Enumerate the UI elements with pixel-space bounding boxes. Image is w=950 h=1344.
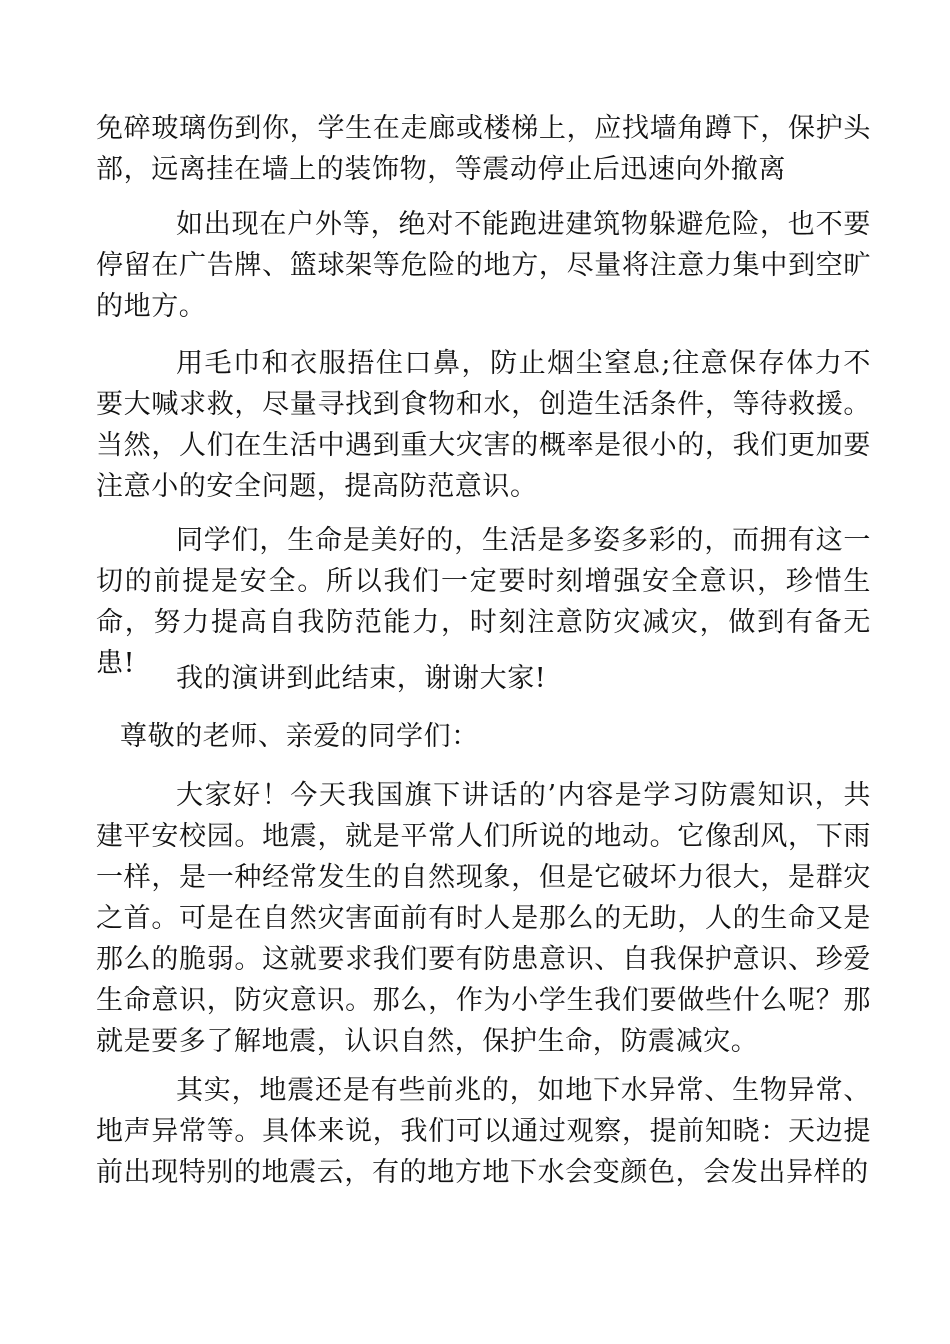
paragraph-1: 免碎玻璃伤到你，学生在走廊或楼梯上，应找墙角蹲下，保护头部，远离挂在墙上的装饰物，等震动停止后迅速向外撤离	[96, 113, 871, 185]
paragraph-5-closing: 我的演讲到此结束，谢谢大家!	[176, 663, 547, 694]
paragraph-6: 大家好！今天我国旗下讲话的’内容是学习防震知识，共建平安校园。地震，就是平常人们所说的地动。它像刮风，下雨一样，是一种经常发生的自然现象，但是它破坏力很大，是群灾之首。可是在自然灾害面前有时人是那么的无助，人的生命又是那么的脆弱。这就要求我们要有防患意识、自我保护意识、珍爱生命意识，防灾意识。那么，作为小学生我们要做些什么呢？那就是要多了解地震，认识自然，保护生命，防震减灾。	[96, 780, 871, 1057]
paragraph-7: 其实，地震还是有些前兆的，如地下水异常、生物异常、地声异常等。具体来说，我们可以通过观察，提前知晓：天边提前出现特别的地震云，有的地方地下水会变颜色，会发出异样的	[96, 1075, 871, 1188]
paragraph-2: 如出现在户外等，绝对不能跑进建筑物躲避危险，也不要停留在广告牌、篮球架等危险的地方，尽量将注意力集中到空旷的地方。	[96, 209, 871, 322]
salutation: 尊敬的老师、亲爱的同学们：	[120, 721, 479, 752]
paragraph-3: 用毛巾和衣服捂住口鼻，防止烟尘窒息;往意保存体力不要大喊求救，尽量寻找到食物和水，创造生活条件，等待救援。当然，人们在生活中遇到重大灾害的概率是很小的，我们更加要注意小的安全问题，提高防范意识。	[96, 348, 871, 502]
paragraph-4: 同学们，生命是美好的，生活是多姿多彩的，而拥有这一切的前提是安全。所以我们一定要时刻增强安全意识，珍惜生命，努力提高自我防范能力，时刻注意防灾减灾，做到有备无患!	[96, 525, 871, 679]
